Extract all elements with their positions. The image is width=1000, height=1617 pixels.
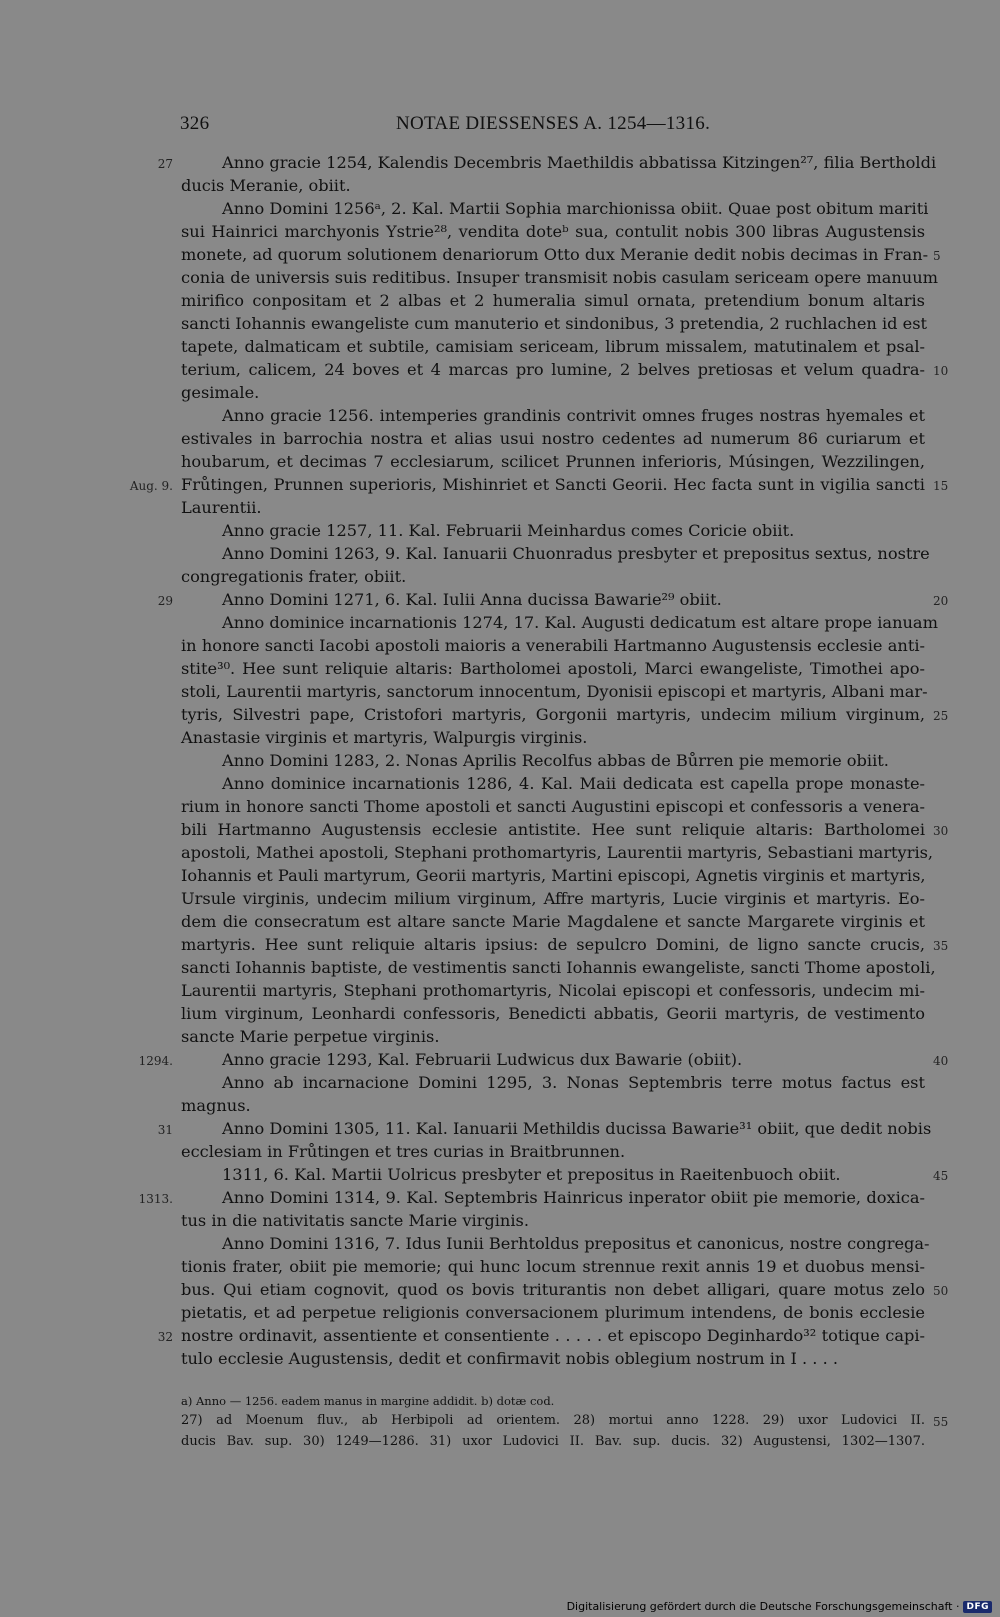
line-text: congregationis frater, obiit. [181,567,407,586]
text-line [157,588,949,611]
line-text: Iohannis et Pauli martyrum, Georii martyris, Martini episcopi, Agnetis virginis et martyris, [181,866,926,885]
text-line [181,657,925,680]
footnote-line [181,1391,925,1410]
text-line [181,956,936,979]
text-line [181,174,925,197]
text-line [181,404,925,427]
footnote-line [181,1410,949,1431]
line-text: tulo ecclesie Augustensis, dedit et confirmavit nobis oblegium nostrum in I . . . . [181,1349,839,1368]
text-line [181,358,949,381]
line-text: Anno gracie 1257, 11. Kal. Februarii Meinhardus comes Coricie obiit. [222,521,795,540]
footnote-line [181,1431,925,1452]
text-line [181,795,925,818]
text-line [181,1025,925,1048]
line-text: sui Hainrici marchyonis Ystrie²⁸, vendita doteᵇ sua, contulit nobis 300 libras Augustensis [181,222,925,241]
line-text: houbarum, et decimas 7 ecclesiarum, scilicet Prunnen inferioris, Músingen, Wezzilingen, [181,452,925,471]
text-line [181,726,925,749]
text-line [181,818,949,841]
line-text: dem die consecratum est altare sancte Marie Magdalene et sancte Margarete virginis et [181,912,925,931]
line-text: Anno Domini 1263, 9. Kal. Ianuarii Chuonradus presbyter et prepositus sextus, nostre [222,544,930,563]
text-line [181,772,925,795]
line-text: Anno Domini 1271, 6. Kal. Iulii Anna ducissa Bawarie²⁹ obiit. [222,590,722,609]
margin-note: 32 [157,1330,173,1344]
line-text: rium in honore sancti Thome apostoli et sancti Augustini episcopi et confessoris a venera- [181,797,925,816]
line-text: Anno Domini 1305, 11. Kal. Ianuarii Methildis ducissa Bawarie³¹ obiit, que dedit nobis [222,1119,932,1138]
text-line [181,1002,925,1025]
line-text: Anno Domini 1314, 9. Kal. Septembris Hainricus inperator obiit pie memorie, doxica- [222,1188,925,1207]
line-text: in honore sancti Iacobi apostoli maioris a venerabili Hartmanno Augustensis ecclesie anti- [181,636,925,655]
footer-credit [567,1600,992,1613]
page-header [180,113,925,137]
line-number: 20 [933,594,949,608]
line-text: Anno gracie 1293, Kal. Februarii Ludwicus dux Bawarie (obiit). [222,1050,743,1069]
text-line [138,1186,925,1209]
line-text: sancti Iohannis baptiste, de vestimentis sancti Iohannis ewangeliste, sancti Thome apostoli, [181,958,936,977]
text-line [181,841,934,864]
line-text: Anastasie virginis et martyris, Walpurgis virginis. [181,728,588,747]
footer-text: Digitalisierung gefördert durch die Deutsche Forschungsgemeinschaft · [566,1600,960,1613]
footnote-text: 27) ad Moenum fluv., ab Herbipoli ad orientem. 28) mortui anno 1228. 29) uxor Ludovici II. [181,1413,925,1428]
line-number: 45 [933,1169,949,1183]
text-line [181,979,925,1002]
line-text: tapete, dalmaticam et subtile, camisiam sericeam, librum missalem, matutinalem et psal- [181,337,925,356]
line-text: Laurentii. [181,498,262,517]
page-number: 326 [180,113,210,134]
text-line [181,1094,925,1117]
line-text: tus in die nativitatis sancte Marie virginis. [181,1211,529,1230]
line-number: 40 [933,1054,949,1068]
margin-note: 27 [157,157,173,171]
line-text: gesimale. [181,383,260,402]
line-text: bili Hartmanno Augustensis ecclesie antistite. Hee sunt reliquie altaris: Bartholomei [181,820,925,839]
body-text [129,151,949,1370]
line-text: Anno dominice incarnationis 1286, 4. Kal. Maii dedicata est capella prope monaste- [222,774,925,793]
line-text: ducis Meranie, obiit. [181,176,351,195]
margin-note: 1294. [138,1054,173,1068]
line-number: 30 [933,824,949,838]
line-text: estivales in barrochia nostra et alias usui nostro cedentes ad numerum 86 curiarum et [181,429,925,448]
running-title: NOTAE DIESSENSES A. 1254—1316. [396,113,711,134]
line-text: Anno Domini 1283, 2. Nonas Aprilis Recolfus abbas de Bůrren pie memorie obiit. [222,751,889,770]
line-text: magnus. [181,1096,251,1115]
line-number: 5 [933,249,941,263]
line-text: Ursule virginis, undecim milium virginum, Affre martyris, Lucie virginis et martyris. Eo- [181,889,925,908]
text-line [181,1163,949,1186]
text-line [181,312,928,335]
line-text: Anno Domini 1256ᵃ, 2. Kal. Martii Sophia marchionissa obiit. Quae post obitum mariti [222,199,929,218]
text-line [181,220,925,243]
dfg-logo: DFG [963,1601,992,1613]
line-text: Laurentii martyris, Stephani prothomartyris, Nicolai episcopi et confessoris, undecim mi- [181,981,925,1000]
text-line [181,703,949,726]
text-line [138,1048,949,1071]
text-line [181,197,929,220]
text-line [181,910,925,933]
text-line [181,243,941,266]
text-line [181,749,925,772]
text-line [181,1232,930,1255]
line-text: tionis frater, obiit pie memorie; qui hunc locum strennue rexit annis 19 et duobus mensi- [181,1257,925,1276]
text-line [181,1209,925,1232]
text-line [181,1140,925,1163]
line-text: sancte Marie perpetue virginis. [181,1027,440,1046]
margin-note: 31 [157,1123,173,1137]
text-line [129,473,949,496]
line-text: apostoli, Mathei apostoli, Stephani prothomartyris, Laurentii martyris, Sebastiani martyris, [181,843,934,862]
margin-note: Aug. 9. [129,479,173,493]
line-text: monete, ad quorum solutionem denariorum Otto dux Meranie dedit nobis decimas in Fran- [181,245,929,264]
line-text: lium virginum, Leonhardi confessoris, Benedicti abbatis, Georii martyris, de vestimento [181,1004,925,1023]
text-line [181,887,925,910]
text-line [181,381,925,404]
line-text: terium, calicem, 24 boves et 4 marcas pro lumine, 2 belves pretiosas et velum quadra- [181,360,925,379]
line-text: nostre ordinavit, assentiente et consentiente . . . . . et episcopo Deginhardo³² totique capi- [181,1326,925,1345]
line-number: 10 [933,364,949,378]
line-text: martyris. Hee sunt reliquie altaris ipsius: de sepulcro Domini, de ligno sancte crucis, [181,935,925,954]
text-line [181,1301,925,1324]
margin-note: 29 [157,594,173,608]
footnotes [181,1391,949,1452]
text-line [181,496,925,519]
line-number: 25 [933,709,949,723]
line-text: Anno gracie 1254, Kalendis Decembris Maethildis abbatissa Kitzingen²⁷, filia Bertholdi [222,153,937,172]
line-text: Anno gracie 1256. intemperies grandinis contrivit omnes fruges nostras hyemales et [222,406,925,425]
text-line [181,680,928,703]
line-text: mirifico conpositam et 2 albas et 2 humeralia simul ornata, pretendium bonum altaris [181,291,925,310]
text-line [181,634,925,657]
line-text: stoli, Laurentii martyris, sanctorum innocentum, Dyonisii episcopi et martyris, Albani mar- [181,682,928,701]
text-line [181,1278,949,1301]
text-line [181,519,925,542]
line-text: pietatis, et ad perpetue religionis conversacionem plurimum intendens, de bonis ecclesie [181,1303,925,1322]
text-line [157,151,937,174]
text-line [181,565,925,588]
text-line [181,864,925,887]
text-line [181,611,938,634]
text-line [181,542,930,565]
footnote-text: ducis Bav. sup. 30) 1249—1286. 31) uxor Ludovici II. Bav. sup. ducis. 32) Augustensi, 1302—1307. [181,1434,925,1449]
line-text: 1311, 6. Kal. Martii Uolricus presbyter et prepositus in Raeitenbuoch obiit. [222,1165,841,1184]
line-text: conia de universis suis reditibus. Insuper transmisit nobis casulam sericeam opere manuum [181,268,938,287]
line-text: sancti Iohannis ewangeliste cum manuterio et sindonibus, 3 pretendia, 2 ruchlachen id est [181,314,928,333]
text-line [181,335,925,358]
text-line [181,933,949,956]
text-line [181,1255,925,1278]
line-text: ecclesiam in Frůtingen et tres curias in Braitbrunnen. [181,1142,626,1161]
text-line [157,1117,932,1140]
line-text: Anno dominice incarnationis 1274, 17. Kal. Augusti dedicatum est altare prope ianuam [222,613,938,632]
line-number: 15 [933,479,949,493]
line-text: Anno Domini 1316, 7. Idus Iunii Berhtoldus prepositus et canonicus, nostre congrega- [222,1234,930,1253]
margin-note: 1313. [138,1192,173,1206]
text-line [181,427,925,450]
text-line [181,1071,925,1094]
text-line [181,1347,925,1370]
text-line [157,1324,925,1347]
text-line [181,289,925,312]
footnote-text: a) Anno — 1256. eadem manus in margine addidit. b) dotæ cod. [181,1394,555,1408]
line-number: 35 [933,939,949,953]
line-text: stite³⁰. Hee sunt reliquie altaris: Bartholomei apostoli, Marci ewangeliste, Timothei apo- [181,659,925,678]
text-line [181,450,925,473]
line-text: Anno ab incarnacione Domini 1295, 3. Nonas Septembris terre motus factus est [222,1073,925,1092]
line-text: Frůtingen, Prunnen superioris, Mishinriet et Sancti Georii. Hec facta sunt in vigilia sancti [181,475,925,494]
text-line [181,266,938,289]
line-text: bus. Qui etiam cognovit, quod os bovis triturantis non debet alligari, quare motus zelo [181,1280,925,1299]
line-number: 55 [933,1415,949,1429]
line-number: 50 [933,1284,949,1298]
line-text: tyris, Silvestri pape, Cristofori martyris, Gorgonii martyris, undecim milium virginum, [181,705,925,724]
